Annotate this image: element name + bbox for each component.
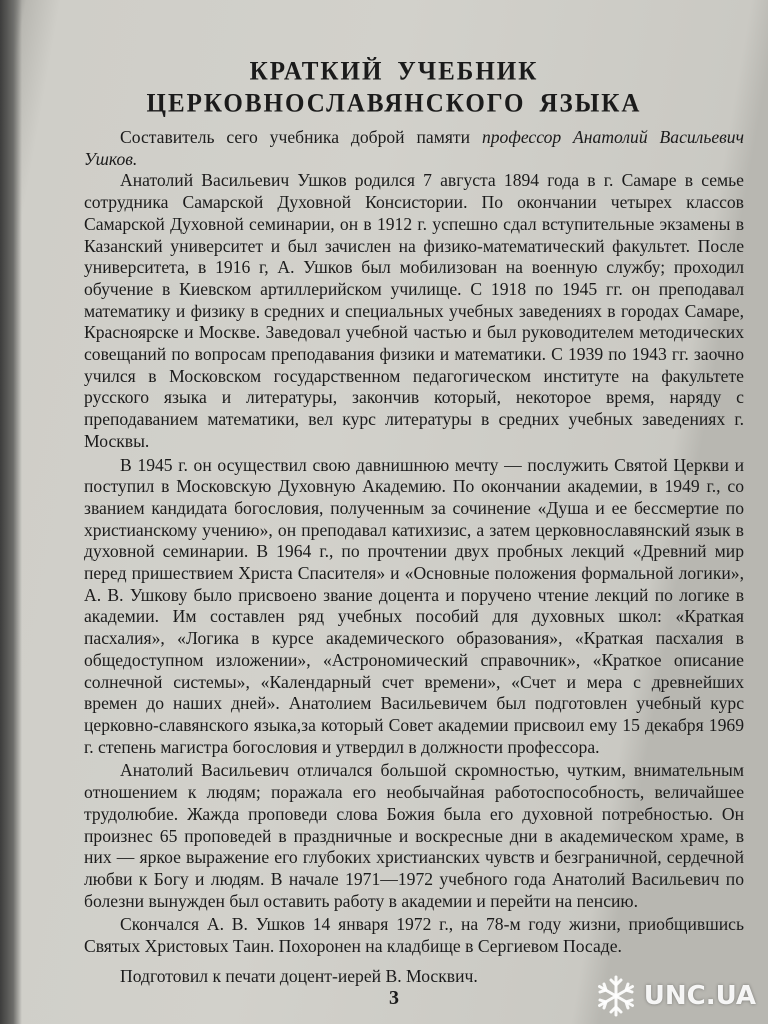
watermark-text: UNC.UA xyxy=(643,981,756,1011)
title-word-4: ЯЗЫКА xyxy=(539,89,642,118)
paragraph-editor: Подготовил к печати доцент-иерей В. Москвич. xyxy=(120,965,478,986)
intro-author: профессор Анатолий Васильевич Ушков. xyxy=(84,127,744,169)
snowflake-logo-icon xyxy=(594,974,638,1018)
intro-prefix: Составитель сего учебника доброй памяти xyxy=(120,127,471,147)
paragraph-character: Анатолий Васильевич отличался большой скромностью, чутким, внимательным отношением к людям; поражала его необычайная работоспособность, величайшее трудолюбие. Жажда проповеди слова Божия была его духовной потребностью. Он произнес 65 проповедей в праздничные и воскресные дни в академическом храме, в них — яркое выражение его глубоких христианских чувств и безграничной, сердечной любви к Богу и людям. В начале 1971—1972 учебного года Анатолий Васильевич по болезни вынужден был оставить работу в академии и перейти на пенсию. xyxy=(84,760,744,911)
title-word-1: КРАТКИЙ xyxy=(249,57,384,86)
paragraph-academy: В 1945 г. он осуществил свою давнишнюю мечту — послужить Святой Церкви и поступил в Московскую Духовную Академию. По окончании академии, в 1949 г., со званием кандидата богословия, полученным за сочинение «Душа и ее бессмертие по христианскому учению», он преподавал катихизис, а затем церковнославянский язык в духовной семинарии. В 1964 г., по прочтении двух пробных лекций «Древний мир перед пришествием Христа Спасителя» и «Основные положения формальной логики», А. В. Ушкову было присвоено звание доцента и поручено чтение лекций по логике в академии. Им составлен ряд учебных пособий для духовных школ: «Краткая пасхалия», «Логика в курсе академического образования», «Краткая пасхалия в общедоступном изложении», «Астрономический справочник», «Краткое описание солнечной системы», «Календарный счет времени», «Счет и мера с древнейших времен до наших дней». Анатолием Васильевичем был подготовлен учебный курс церковно-славянского языка,за который Совет академии присвоил ему 15 декабря 1969 г. степень магистра богословия и утвердил в должности профессора. xyxy=(84,454,744,757)
book-page xyxy=(36,0,752,1024)
paragraph-biography: Анатолий Васильевич Ушков родился 7 августа 1894 года в г. Самаре в семье сотрудника Самарской Духовной Консистории. По окончании четырех классов Самарской Духовной семинарии, он в 1912 г. успешно сдал вступительные экзамены в Казанский университет и был зачислен на физико-математический факультет. После университета, в 1916 г, А. Ушков был мобилизован на военную службу; проходил обучение в Киевском артиллерийском училище. С 1918 по 1945 гг. он преподавал математику и физику в средних и специальных учебных заведениях в городах Самаре, Красноярске и Москве. Заведовал учебной частью и был руководителем методических совещаний по вопросам преподавания физики и математики. С 1939 по 1943 гг. заочно учился в Московском государственном педагогическом институте на факультете русского языка и литературы, закончив который, некоторое время, наряду с преподаванием математики, вел курс литературы в средних учебных заведениях г. Москвы. xyxy=(84,170,744,451)
book-spine-shadow xyxy=(0,0,22,1024)
watermark xyxy=(594,974,756,1018)
title-line-2 xyxy=(36,89,752,118)
title-line-1 xyxy=(36,57,752,86)
title-word-3: ЦЕРКОВНОСЛАВЯНСКОГО xyxy=(146,89,526,118)
title-word-2: УЧЕБНИК xyxy=(397,57,539,86)
page-number: 3 xyxy=(389,987,399,1009)
body-text xyxy=(84,127,744,987)
paragraph-death: Скончался А. В. Ушков 14 января 1972 г., на 78-м году жизни, приобщившись Святых Христовых Таин. Похоронен на кладбище в Сергиевом Посаде. xyxy=(84,914,744,957)
intro-line xyxy=(84,127,744,170)
